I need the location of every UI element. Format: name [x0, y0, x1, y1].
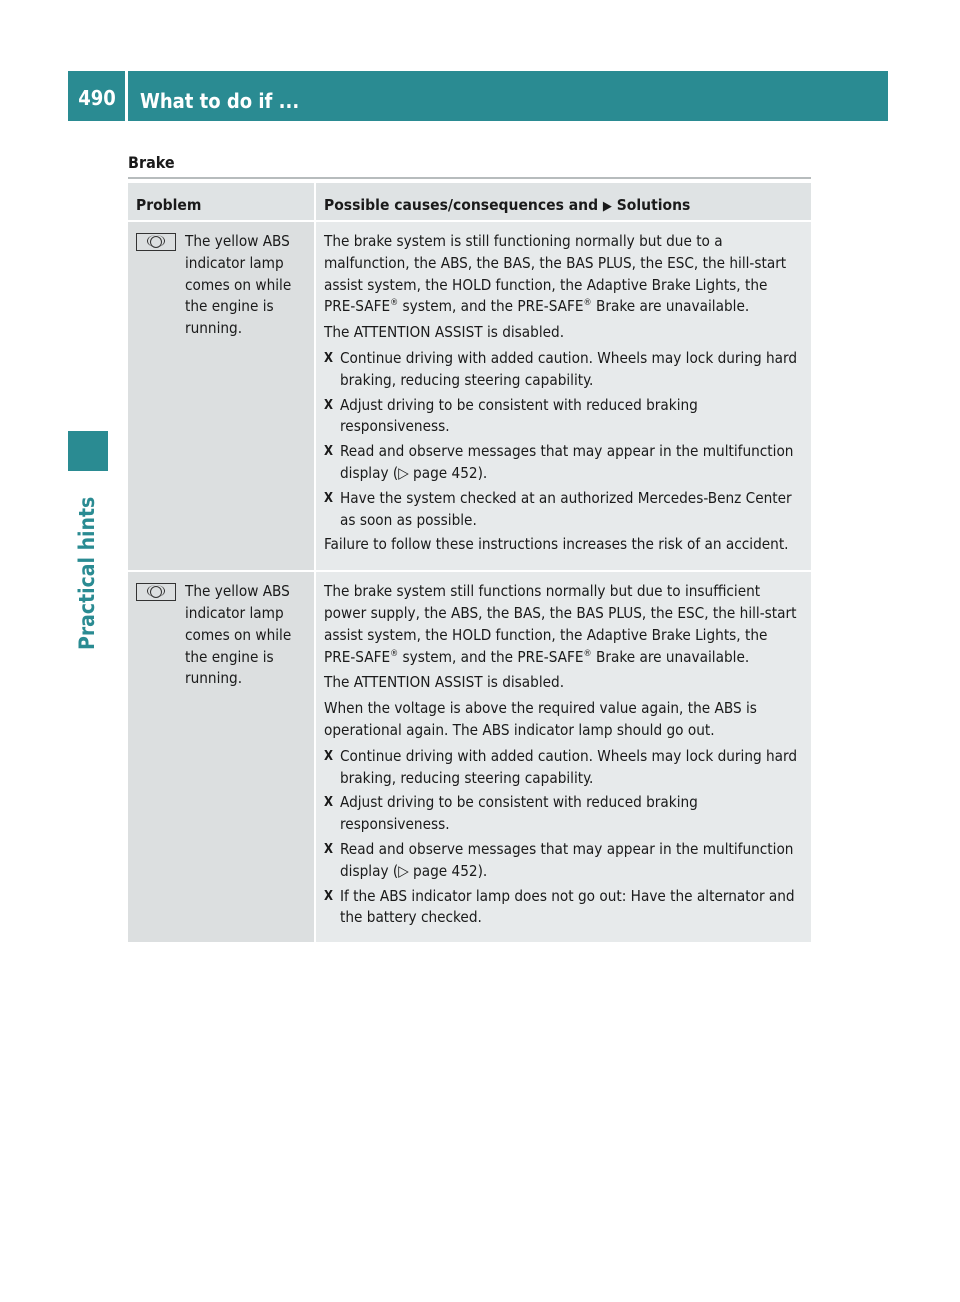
table-row: [128, 570, 811, 942]
title-rule: [128, 177, 811, 179]
section-title: What to do if ...: [140, 89, 300, 113]
step-marker-icon: X: [324, 841, 334, 857]
solution-cell: [316, 572, 811, 942]
paragraph: When the voltage is above the required value again, the ABS is operational again. The ABS indicator lamp should go out.: [324, 699, 757, 739]
list-item-text: Adjust driving to be consistent with reduced braking responsiveness.: [340, 793, 698, 834]
table-row: [128, 220, 811, 570]
paragraph: The ATTENTION ASSIST is disabled.: [324, 323, 565, 342]
list-item-text: Continue driving with added caution. Wheels may lock during hard braking, reducing steering capability.: [340, 746, 798, 787]
registered-mark: ®: [390, 648, 399, 659]
problem-text: The yellow ABS indicator lamp comes on while the engine is running.: [185, 582, 292, 688]
step-marker-icon: X: [324, 490, 334, 506]
list-item: [324, 488, 803, 532]
registered-mark: ®: [583, 298, 592, 309]
step-marker-icon: X: [324, 888, 334, 904]
header-divider: [125, 71, 128, 121]
problem-cell: [128, 222, 314, 570]
solution-cell: [316, 222, 811, 570]
header-solutions: [316, 183, 811, 220]
page-number: 490: [78, 86, 116, 110]
header-solutions-prefix: Possible causes/consequences and: [324, 196, 603, 214]
list-item-text: If the ABS indicator lamp does not go out: Have the alternator and the battery checked.: [340, 886, 795, 927]
step-marker-icon: X: [324, 350, 334, 366]
problem-cell: [128, 572, 314, 942]
paragraph: The brake system is still functioning normally but due to a malfunction, the ABS, the BAS, the BAS PLUS, the ESC, the hill-start assist system, the HOLD function, the Adaptive Brake Lights, the PRE-SAFE® system, and the PRE-SAFE® Brake are unavailable.: [324, 232, 787, 316]
list-item-text: Read and observe messages that may appear in the multifunction display (▷ page 452).: [340, 442, 794, 482]
step-marker-icon: X: [324, 748, 334, 764]
table-title: Brake: [128, 153, 175, 172]
table-body: [128, 220, 811, 942]
registered-mark: ®: [583, 648, 592, 659]
paragraph: Failure to follow these instructions increases the risk of an accident.: [324, 535, 789, 554]
header-problem: Problem: [128, 183, 314, 220]
list-item: [324, 886, 803, 930]
list-item: [324, 441, 803, 485]
list-item-text: Continue driving with added caution. Wheels may lock during hard braking, reducing steering capability.: [340, 348, 798, 389]
side-tab: [68, 480, 108, 650]
list-item: [324, 792, 803, 836]
list-item: [324, 839, 803, 883]
brake-table: [128, 183, 811, 942]
side-tab-marker: [68, 431, 108, 471]
problem-text: The yellow ABS indicator lamp comes on while the engine is running.: [185, 232, 292, 338]
list-item-text: Have the system checked at an authorized Mercedes-Benz Center as soon as possible.: [340, 488, 792, 529]
list-item: [324, 395, 803, 439]
step-marker-icon: X: [324, 397, 334, 413]
step-marker-icon: X: [324, 795, 334, 811]
abs-warning-lamp-icon: [136, 233, 176, 251]
side-tab-label: Practical hints: [75, 496, 99, 650]
paragraph: The ATTENTION ASSIST is disabled.: [324, 673, 565, 692]
list-item-text: Adjust driving to be consistent with reduced braking responsiveness.: [340, 395, 698, 436]
registered-mark: ®: [390, 298, 399, 309]
abs-warning-lamp-icon: [136, 583, 176, 601]
header-solutions-suffix: Solutions: [611, 196, 691, 214]
list-item: [324, 348, 803, 392]
step-marker-icon: X: [324, 444, 334, 460]
list-item-text: Read and observe messages that may appear in the multifunction display (▷ page 452).: [340, 839, 794, 880]
list-item: [324, 746, 803, 790]
paragraph: The brake system still functions normally but due to insufficient power supply, the ABS, the BAS, the BAS PLUS, the ESC, the hill-start assist system, the HOLD function, the Adaptive Brake Lights, the PRE-SAFE® system, and the PRE-SAFE® Brake are unavailable.: [324, 582, 797, 666]
table-header: [128, 183, 811, 220]
solution-arrow-icon: ▶: [602, 199, 612, 214]
